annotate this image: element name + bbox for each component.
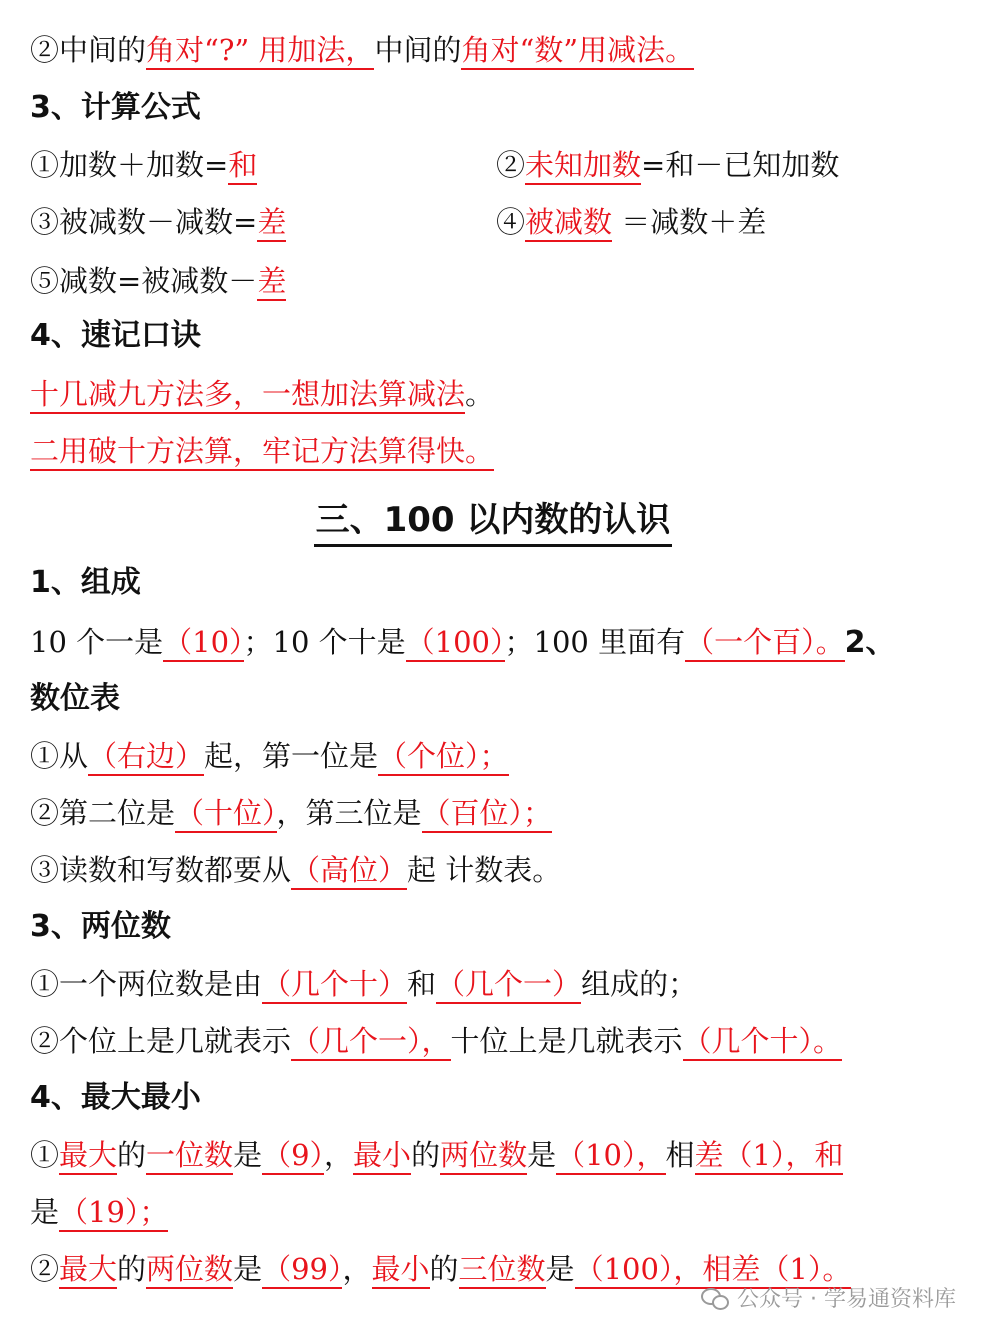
text: 起，第一位是	[204, 739, 379, 773]
answer: 一位数	[146, 1138, 233, 1175]
composition-line	[30, 622, 895, 663]
text: 10 个一是	[30, 625, 164, 659]
text: 中间的	[374, 33, 462, 67]
answer: （几个一）	[436, 967, 581, 1004]
answer: （10）	[163, 625, 243, 662]
watermark	[701, 1282, 956, 1313]
wechat-icon	[701, 1287, 729, 1309]
text: ①从	[30, 739, 89, 773]
formula-5	[30, 261, 286, 301]
text: 。	[465, 377, 495, 411]
text: =和－已知加数	[641, 148, 840, 182]
answer: （几个十）。	[683, 1024, 843, 1061]
section-heading-mnemonic: 4、速记口诀	[30, 318, 201, 353]
middle-rule-line	[30, 30, 694, 70]
answer: （高位）	[291, 853, 407, 890]
answer: （几个一），	[291, 1024, 451, 1061]
answer: 两位数	[440, 1138, 527, 1175]
text: 是	[233, 1138, 263, 1172]
text: 的	[429, 1252, 459, 1286]
answer: （100）	[406, 625, 505, 662]
answer: （百位）；	[422, 796, 553, 833]
text: 和	[407, 967, 437, 1001]
answer: 被减数	[525, 205, 612, 242]
answer: 十几减九方法多，一想加法算减法	[30, 377, 465, 414]
formula-3	[30, 202, 286, 242]
place-value-3	[30, 850, 561, 890]
answer: 角对“?” 用加法，	[146, 33, 374, 70]
text: ；100 里面有	[504, 625, 686, 659]
answer: 差	[257, 264, 286, 301]
text: 的	[411, 1138, 441, 1172]
max-min-1-cont	[30, 1192, 168, 1232]
text: ②	[496, 148, 526, 182]
answer: 和	[228, 148, 257, 185]
answer: （9）	[262, 1138, 324, 1175]
text: ；10 个十是	[243, 625, 406, 659]
answer: 最小	[353, 1138, 411, 1175]
answer: 最大	[59, 1252, 117, 1289]
text: 2、	[844, 625, 896, 660]
chapter-title: 三、100 以内数的认识	[0, 492, 986, 541]
answer: 最小	[372, 1252, 430, 1289]
text: ②第二位是	[30, 796, 176, 830]
watermark-text: 公众号 · 学易通资料库	[737, 1287, 956, 1312]
text: 是	[30, 1195, 60, 1229]
text: ①一个两位数是由	[30, 967, 263, 1001]
section-heading-composition: 1、组成	[30, 565, 141, 600]
answer: 未知加数	[525, 148, 641, 185]
mnemonic-2	[30, 431, 494, 471]
answer: （99）	[262, 1252, 342, 1289]
mnemonic-1	[30, 374, 494, 414]
answer: 最大	[59, 1138, 117, 1175]
text: 十位上是几就表示	[450, 1024, 683, 1058]
answer: （一个百）。	[685, 625, 845, 662]
two-digit-1	[30, 964, 697, 1004]
answer: 差	[257, 205, 286, 242]
formula-2	[496, 145, 839, 185]
max-min-1	[30, 1135, 843, 1175]
text: ，	[342, 1252, 372, 1286]
text: 是	[233, 1252, 263, 1286]
text: ⑤减数=被减数－	[30, 264, 258, 298]
text: ，第三位是	[276, 796, 422, 830]
text: 是	[527, 1138, 557, 1172]
answer: （十位）	[175, 796, 277, 833]
answer: （几个十）	[262, 967, 407, 1004]
text: 相	[665, 1138, 695, 1172]
section-heading-place-value: 数位表	[30, 681, 120, 716]
answer: （10），	[556, 1138, 665, 1175]
section-heading-max-min: 4、最大最小	[30, 1080, 201, 1115]
text: ②中间的	[30, 33, 147, 67]
answer: 二用破十方法算，牢记方法算得快。	[30, 434, 494, 471]
text: ④	[496, 205, 526, 239]
answer: （右边）	[88, 739, 204, 776]
text: ②个位上是几就表示	[30, 1024, 292, 1058]
text: 的	[117, 1138, 147, 1172]
section-heading-two-digit: 3、两位数	[30, 909, 171, 944]
answer: 两位数	[146, 1252, 233, 1289]
text: 组成的；	[581, 967, 698, 1001]
text: ①加数＋加数=	[30, 148, 229, 182]
place-value-2	[30, 793, 552, 833]
section-heading-formulas: 3、计算公式	[30, 90, 201, 125]
text: ＝减数＋差	[621, 205, 767, 239]
text: 是	[545, 1252, 575, 1286]
text: 的	[117, 1252, 147, 1286]
answer: （100），相差（1）。	[575, 1252, 852, 1289]
place-value-1	[30, 736, 509, 776]
text: 起 计数表。	[407, 853, 562, 887]
text: ，	[324, 1138, 354, 1172]
answer: 角对“数”用减法。	[461, 33, 694, 70]
text: ③被减数－减数=	[30, 205, 258, 239]
answer: （19）；	[59, 1195, 168, 1232]
answer: （个位）；	[378, 739, 509, 776]
text: ③读数和写数都要从	[30, 853, 292, 887]
text: ①	[30, 1138, 60, 1172]
formula-4	[496, 202, 766, 242]
two-digit-2	[30, 1021, 842, 1061]
answer: 三位数	[459, 1252, 546, 1289]
text: ②	[30, 1252, 60, 1286]
answer: 差（1），和	[695, 1138, 844, 1175]
formula-1	[30, 145, 257, 185]
